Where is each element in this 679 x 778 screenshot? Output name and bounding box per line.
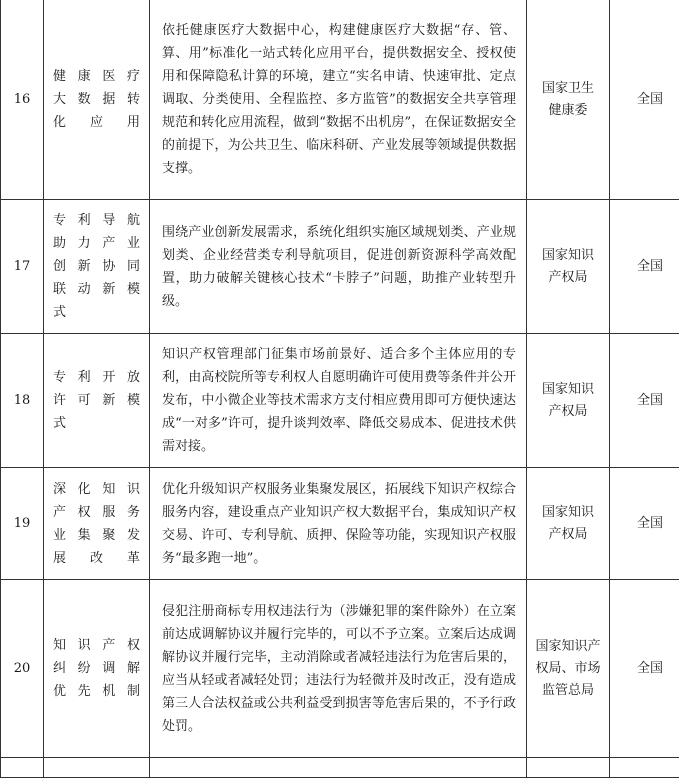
promotion-scope: 全国 [610,334,679,468]
promotion-scope: 全国 [610,468,679,580]
table-row [1,334,679,468]
table-row [1,468,679,580]
responsible-department: 国家知识 产权局 [527,334,610,468]
measure-description: 侵犯注册商标专用权违法行为（涉嫌犯罪的案件除外）在立案前达成调解协议并履行完毕的，可以不予立案。立案后达成调解协议并履行完毕，主动消除或者减轻违法行为危害后果的，应当从轻或者减轻处罚；违法行为轻微并及时改正，没有造成第三人合法权益或公共利益受到损害等危害后果的，不予行政处罚。 [150,580,527,758]
measure-name-empty [44,758,150,778]
table-row [1,200,679,334]
promotion-scope-empty [610,758,679,778]
promotion-scope: 全国 [610,580,679,758]
measure-description: 依托健康医疗大数据中心，构建健康医疗大数据“存、管、算、用”标准化一站式转化应用平台，提供数据安全、授权使用和保障隐私计算的环境，建立“实名申请、快速审批、定点调取、分类使用、全程监控、多方监管”的数据安全共享管理规范和转化应用流程，做到“数据不出机房”，在保证数据安全的前提下，为公共卫生、临床科研、产业发展等领域提供数据支撑。 [150,0,527,200]
table-row-partial [1,758,679,778]
measure-name: 健康医疗 大数据转 化应用 [44,0,150,200]
row-number: 19 [1,468,44,580]
row-number: 18 [1,334,44,468]
row-number: 20 [1,580,44,758]
row-number-empty [1,758,44,778]
measure-name: 深化知识 产权服务 业集聚发 展改革 [44,468,150,580]
measure-name: 专利导航 助力产业 创新协同 联动新模 式 [44,200,150,334]
responsible-department: 国家卫生 健康委 [527,0,610,200]
row-number: 17 [1,200,44,334]
responsible-department: 国家知识 产权局 [527,200,610,334]
measure-name: 专利开放 许可新模 式 [44,334,150,468]
table-row [1,580,679,758]
measure-description: 围绕产业创新发展需求，系统化组织实施区域规划类、产业规划类、企业经营类专利导航项目，促进创新资源科学高效配置，助力破解关键核心技术“卡脖子”问题，助推产业转型升级。 [150,200,527,334]
row-number: 16 [1,0,44,200]
measure-description: 知识产权管理部门征集市场前景好、适合多个主体应用的专利，由高校院所等专利权人自愿明确许可使用费等条件并公开发布，中小微企业等技术需求方支付相应费用即可方便快速达成“一对多”许可，提升谈判效率、降低交易成本、促进技术供需对接。 [150,334,527,468]
table-row [1,0,679,200]
measure-description: 优化升级知识产权服务业集聚发展区，拓展线下知识产权综合服务内容，建设重点产业知识产权大数据平台，集成知识产权交易、许可、专利导航、质押、保险等功能，实现知识产权服务“最多跑一地”。 [150,468,527,580]
measure-description-empty [150,758,527,778]
responsible-department: 国家知识 产权局 [527,468,610,580]
promotion-scope: 全国 [610,0,679,200]
responsible-department: 国家知识产 权局、市场 监管总局 [527,580,610,758]
responsible-department-empty [527,758,610,778]
measure-name: 知识产权 纠纷调解 优先机制 [44,580,150,758]
promotion-scope: 全国 [610,200,679,334]
